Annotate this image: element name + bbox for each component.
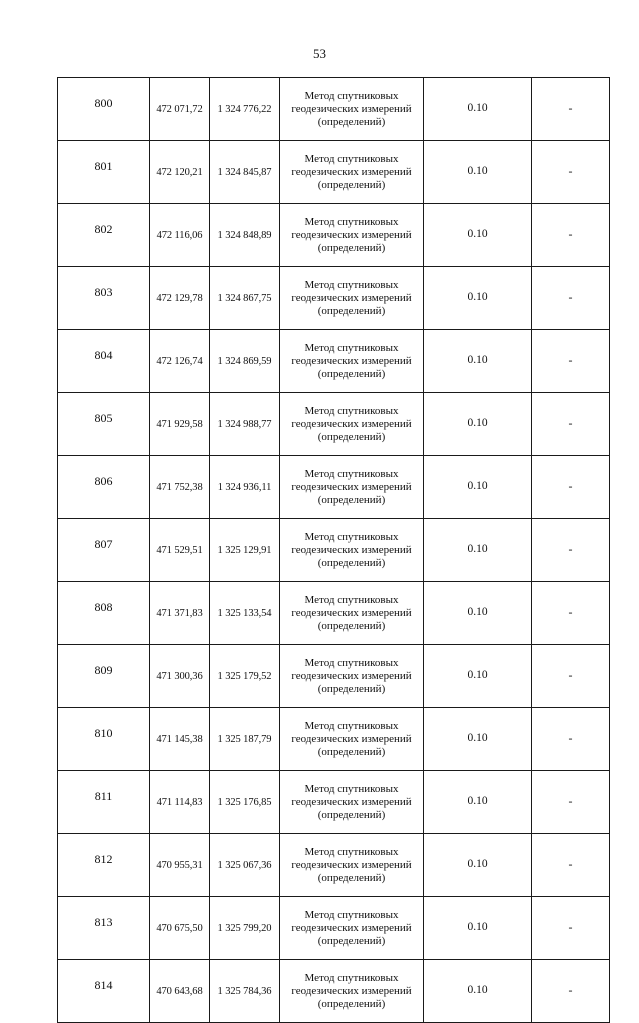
description-cell: - bbox=[532, 456, 610, 519]
method-cell bbox=[280, 330, 424, 393]
method-cell bbox=[280, 141, 424, 204]
method-line: геодезических измерений bbox=[291, 732, 412, 745]
accuracy-cell: 0.10 bbox=[424, 204, 532, 267]
accuracy-cell: 0.10 bbox=[424, 582, 532, 645]
method-cell bbox=[280, 393, 424, 456]
method-cell bbox=[280, 582, 424, 645]
point-number-cell: 812 bbox=[58, 834, 150, 897]
table-row bbox=[58, 519, 610, 582]
point-number-cell: 806 bbox=[58, 456, 150, 519]
y-coordinate-cell: 1 324 848,89 bbox=[210, 204, 280, 267]
x-coordinate-cell: 472 129,78 bbox=[150, 267, 210, 330]
method-line: Метод спутниковых bbox=[304, 782, 399, 795]
table-row bbox=[58, 897, 610, 960]
y-coordinate-cell: 1 324 776,22 bbox=[210, 78, 280, 141]
y-coordinate-cell: 1 325 067,36 bbox=[210, 834, 280, 897]
method-line: Метод спутниковых bbox=[304, 467, 399, 480]
accuracy-cell: 0.10 bbox=[424, 141, 532, 204]
accuracy-cell: 0.10 bbox=[424, 708, 532, 771]
method-line: геодезических измерений bbox=[291, 606, 412, 619]
table-row bbox=[58, 393, 610, 456]
method-line: Метод спутниковых bbox=[304, 278, 399, 291]
method-line: Метод спутниковых bbox=[304, 593, 399, 606]
x-coordinate-cell: 471 929,58 bbox=[150, 393, 210, 456]
method-line: геодезических измерений bbox=[291, 102, 412, 115]
method-line: (определений) bbox=[317, 367, 386, 380]
accuracy-cell: 0.10 bbox=[424, 519, 532, 582]
point-number-cell: 813 bbox=[58, 897, 150, 960]
method-line: геодезических измерений bbox=[291, 354, 412, 367]
method-line: (определений) bbox=[317, 304, 386, 317]
method-line: Метод спутниковых bbox=[304, 719, 399, 732]
description-cell: - bbox=[532, 834, 610, 897]
method-line: Метод спутниковых bbox=[304, 152, 399, 165]
y-coordinate-cell: 1 325 176,85 bbox=[210, 771, 280, 834]
point-number-cell: 804 bbox=[58, 330, 150, 393]
method-cell bbox=[280, 834, 424, 897]
accuracy-cell: 0.10 bbox=[424, 771, 532, 834]
point-number-cell: 811 bbox=[58, 771, 150, 834]
method-line: (определений) bbox=[317, 430, 386, 443]
method-line: Метод спутниковых bbox=[304, 530, 399, 543]
point-number-cell: 801 bbox=[58, 141, 150, 204]
x-coordinate-cell: 471 300,36 bbox=[150, 645, 210, 708]
description-cell: - bbox=[532, 960, 610, 1023]
method-line: Метод спутниковых bbox=[304, 341, 399, 354]
method-line: геодезических измерений bbox=[291, 669, 412, 682]
method-line: (определений) bbox=[317, 745, 386, 758]
method-line: геодезических измерений bbox=[291, 291, 412, 304]
description-cell: - bbox=[532, 330, 610, 393]
x-coordinate-cell: 472 120,21 bbox=[150, 141, 210, 204]
point-number-cell: 800 bbox=[58, 78, 150, 141]
method-line: (определений) bbox=[317, 808, 386, 821]
method-line: геодезических измерений bbox=[291, 543, 412, 556]
accuracy-cell: 0.10 bbox=[424, 78, 532, 141]
x-coordinate-cell: 470 643,68 bbox=[150, 960, 210, 1023]
table-row bbox=[58, 771, 610, 834]
y-coordinate-cell: 1 324 936,11 bbox=[210, 456, 280, 519]
method-cell bbox=[280, 897, 424, 960]
method-cell bbox=[280, 267, 424, 330]
x-coordinate-cell: 471 371,83 bbox=[150, 582, 210, 645]
method-cell bbox=[280, 456, 424, 519]
method-line: (определений) bbox=[317, 241, 386, 254]
method-line: геодезических измерений bbox=[291, 795, 412, 808]
y-coordinate-cell: 1 325 179,52 bbox=[210, 645, 280, 708]
point-number-cell: 805 bbox=[58, 393, 150, 456]
method-line: (определений) bbox=[317, 619, 386, 632]
x-coordinate-cell: 472 071,72 bbox=[150, 78, 210, 141]
y-coordinate-cell: 1 324 869,59 bbox=[210, 330, 280, 393]
method-line: (определений) bbox=[317, 115, 386, 128]
method-line: Метод спутниковых bbox=[304, 215, 399, 228]
description-cell: - bbox=[532, 771, 610, 834]
description-cell: - bbox=[532, 519, 610, 582]
point-number-cell: 802 bbox=[58, 204, 150, 267]
x-coordinate-cell: 472 116,06 bbox=[150, 204, 210, 267]
table-row bbox=[58, 960, 610, 1023]
table-row bbox=[58, 834, 610, 897]
method-cell bbox=[280, 78, 424, 141]
description-cell: - bbox=[532, 582, 610, 645]
method-cell bbox=[280, 771, 424, 834]
x-coordinate-cell: 471 752,38 bbox=[150, 456, 210, 519]
coordinates-table bbox=[57, 77, 610, 1023]
table-row bbox=[58, 582, 610, 645]
table-row bbox=[58, 78, 610, 141]
accuracy-cell: 0.10 bbox=[424, 897, 532, 960]
description-cell: - bbox=[532, 897, 610, 960]
method-cell bbox=[280, 708, 424, 771]
y-coordinate-cell: 1 324 988,77 bbox=[210, 393, 280, 456]
method-line: геодезических измерений bbox=[291, 165, 412, 178]
accuracy-cell: 0.10 bbox=[424, 393, 532, 456]
table-body bbox=[58, 78, 610, 1023]
accuracy-cell: 0.10 bbox=[424, 834, 532, 897]
table-row bbox=[58, 645, 610, 708]
x-coordinate-cell: 472 126,74 bbox=[150, 330, 210, 393]
description-cell: - bbox=[532, 78, 610, 141]
table-row bbox=[58, 204, 610, 267]
method-line: Метод спутниковых bbox=[304, 404, 399, 417]
x-coordinate-cell: 471 529,51 bbox=[150, 519, 210, 582]
description-cell: - bbox=[532, 141, 610, 204]
method-cell bbox=[280, 519, 424, 582]
method-line: (определений) bbox=[317, 997, 386, 1010]
y-coordinate-cell: 1 324 867,75 bbox=[210, 267, 280, 330]
method-line: геодезических измерений bbox=[291, 417, 412, 430]
x-coordinate-cell: 470 675,50 bbox=[150, 897, 210, 960]
accuracy-cell: 0.10 bbox=[424, 330, 532, 393]
table-row bbox=[58, 708, 610, 771]
method-line: Метод спутниковых bbox=[304, 908, 399, 921]
method-line: Метод спутниковых bbox=[304, 89, 399, 102]
accuracy-cell: 0.10 bbox=[424, 456, 532, 519]
description-cell: - bbox=[532, 393, 610, 456]
method-line: (определений) bbox=[317, 934, 386, 947]
point-number-cell: 808 bbox=[58, 582, 150, 645]
table-row bbox=[58, 456, 610, 519]
description-cell: - bbox=[532, 204, 610, 267]
y-coordinate-cell: 1 325 187,79 bbox=[210, 708, 280, 771]
point-number-cell: 809 bbox=[58, 645, 150, 708]
accuracy-cell: 0.10 bbox=[424, 960, 532, 1023]
method-line: геодезических измерений bbox=[291, 858, 412, 871]
accuracy-cell: 0.10 bbox=[424, 645, 532, 708]
accuracy-cell: 0.10 bbox=[424, 267, 532, 330]
method-line: (определений) bbox=[317, 178, 386, 191]
method-line: геодезических измерений bbox=[291, 921, 412, 934]
method-line: Метод спутниковых bbox=[304, 971, 399, 984]
method-line: (определений) bbox=[317, 682, 386, 695]
method-line: (определений) bbox=[317, 871, 386, 884]
method-line: геодезических измерений bbox=[291, 984, 412, 997]
x-coordinate-cell: 471 145,38 bbox=[150, 708, 210, 771]
point-number-cell: 814 bbox=[58, 960, 150, 1023]
description-cell: - bbox=[532, 267, 610, 330]
point-number-cell: 803 bbox=[58, 267, 150, 330]
x-coordinate-cell: 471 114,83 bbox=[150, 771, 210, 834]
method-line: геодезических измерений bbox=[291, 228, 412, 241]
method-cell bbox=[280, 960, 424, 1023]
description-cell: - bbox=[532, 645, 610, 708]
page-number: 53 bbox=[313, 46, 326, 61]
method-cell bbox=[280, 204, 424, 267]
x-coordinate-cell: 470 955,31 bbox=[150, 834, 210, 897]
y-coordinate-cell: 1 325 133,54 bbox=[210, 582, 280, 645]
y-coordinate-cell: 1 324 845,87 bbox=[210, 141, 280, 204]
y-coordinate-cell: 1 325 784,36 bbox=[210, 960, 280, 1023]
point-number-cell: 810 bbox=[58, 708, 150, 771]
method-line: (определений) bbox=[317, 493, 386, 506]
description-cell: - bbox=[532, 708, 610, 771]
table-row bbox=[58, 141, 610, 204]
method-line: геодезических измерений bbox=[291, 480, 412, 493]
table-row bbox=[58, 267, 610, 330]
method-line: Метод спутниковых bbox=[304, 845, 399, 858]
point-number-cell: 807 bbox=[58, 519, 150, 582]
y-coordinate-cell: 1 325 799,20 bbox=[210, 897, 280, 960]
method-line: Метод спутниковых bbox=[304, 656, 399, 669]
method-line: (определений) bbox=[317, 556, 386, 569]
y-coordinate-cell: 1 325 129,91 bbox=[210, 519, 280, 582]
method-cell bbox=[280, 645, 424, 708]
table-row bbox=[58, 330, 610, 393]
